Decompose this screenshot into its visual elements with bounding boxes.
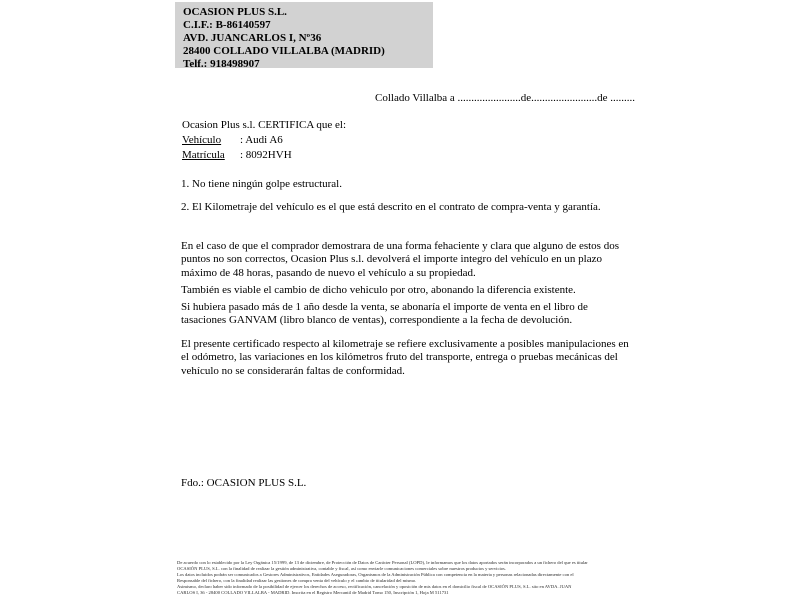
legal-footer-line: De acuerdo con lo establecido por la Ley Orgánica 15/1999, de 13 de diciembre, de Protección de Datos de Carácter Personal (LOPD), le informamos que los datos aportados serán incorporados a un fichero del que es titular [177, 560, 588, 565]
paragraph-exchange-option: También es viable el cambio de dicho vehiculo por otro, abonando la diferencia existente. [181, 284, 576, 296]
vehicle-row [182, 133, 346, 148]
legal-footer-line: Responsable del fichero, con la finalidad realizar las gestiones de compra venta del vehículo y el cambio de titularidad del mismo. [177, 577, 417, 583]
paragraph-odometer-disclaimer: El presente certificado respecto al kilometraje se refiere exclusivamente a posibles manipulaciones en el odómetro, las variaciones en los kilómetros fruto del transporte, entrega o pruebas mecánicas del vehículo no se considerarán faltas de conformidad. [181, 338, 629, 377]
vehicle-label: Vehículo [182, 134, 222, 146]
certification-intro: Ocasion Plus s.l. CERTIFICA que el: [182, 119, 347, 131]
statement-1: 1. No tiene ningún golpe estructural. [181, 178, 342, 190]
company-cif: C.I.F.: B-86140597 [183, 19, 271, 31]
plate-value: : 8092HVH [240, 149, 292, 161]
legal-footer-line: Los datos incluidos podrán ser comunicados a Gestores Administrativos, Entidades Aseguradoras, Organismos de la Administración Pública con competencia en la materia y personas relacionadas directamente con el [177, 571, 574, 577]
statement-2: 2. El Kilometraje del vehículo es el que está descrito en el contrato de compra-venta y garantía. [181, 201, 601, 213]
date-line: Collado Villalba a .......................de........................de ......... [375, 92, 636, 104]
signature-line: Fdo.: OCASION PLUS S.L. [181, 477, 307, 489]
plate-label: Matrícula [182, 149, 225, 161]
legal-footer-line: Asimismo, declaro haber sido informado de la posibilidad de ejercer los derechos de acceso, rectificación, cancelación y oposición de mis datos en el domicilio fiscal de OCASIÓN PLUS, S.L. sito en AVDA. JUAN [177, 583, 572, 589]
vehicle-value: : Audi A6 [240, 134, 283, 146]
company-city: 28400 COLLADO VILLALBA (MADRID) [183, 45, 385, 57]
plate-row [182, 148, 346, 163]
company-address: AVD. JUANCARLOS I, Nº36 [183, 32, 322, 44]
paragraph-ganvam-valuation: Si hubiera pasado más de 1 año desde la venta, se abonaría el importe de venta en el libro de tasaciones GANVAM (libro blanco de ventas), correspondiente a la fecha de devolución. [181, 301, 588, 327]
certification-block [182, 118, 346, 163]
company-name: OCASION PLUS S.L. [183, 6, 287, 18]
legal-footer [177, 560, 629, 595]
paragraph-refund-policy: En el caso de que el comprador demostrara de una forma fehaciente y clara que alguno de estos dos puntos no son correctos, Ocasion Plus s.l. devolverá el importe integro del vehículo en un plazo máximo de 48 horas, pasando de nuevo el vehículo a su propiedad. [181, 240, 619, 279]
company-header-box [175, 2, 433, 68]
company-phone: Telf.: 918498907 [183, 58, 260, 70]
legal-footer-line: OCASIÓN PLUS, S.L. con la finalidad de realizar la gestión administrativa, contable y fiscal, así como enviarle comunicaciones comerciales sobre nuestros productos y servicios. [177, 565, 506, 571]
legal-footer-line: CARLOS I, 36 - 28400 COLLADO VILLALBA - MADRID. Inscrita en el Registro Mercantil de Madrid Tomo 150, Inscripción 1, Hoja M 511731 [177, 589, 449, 595]
